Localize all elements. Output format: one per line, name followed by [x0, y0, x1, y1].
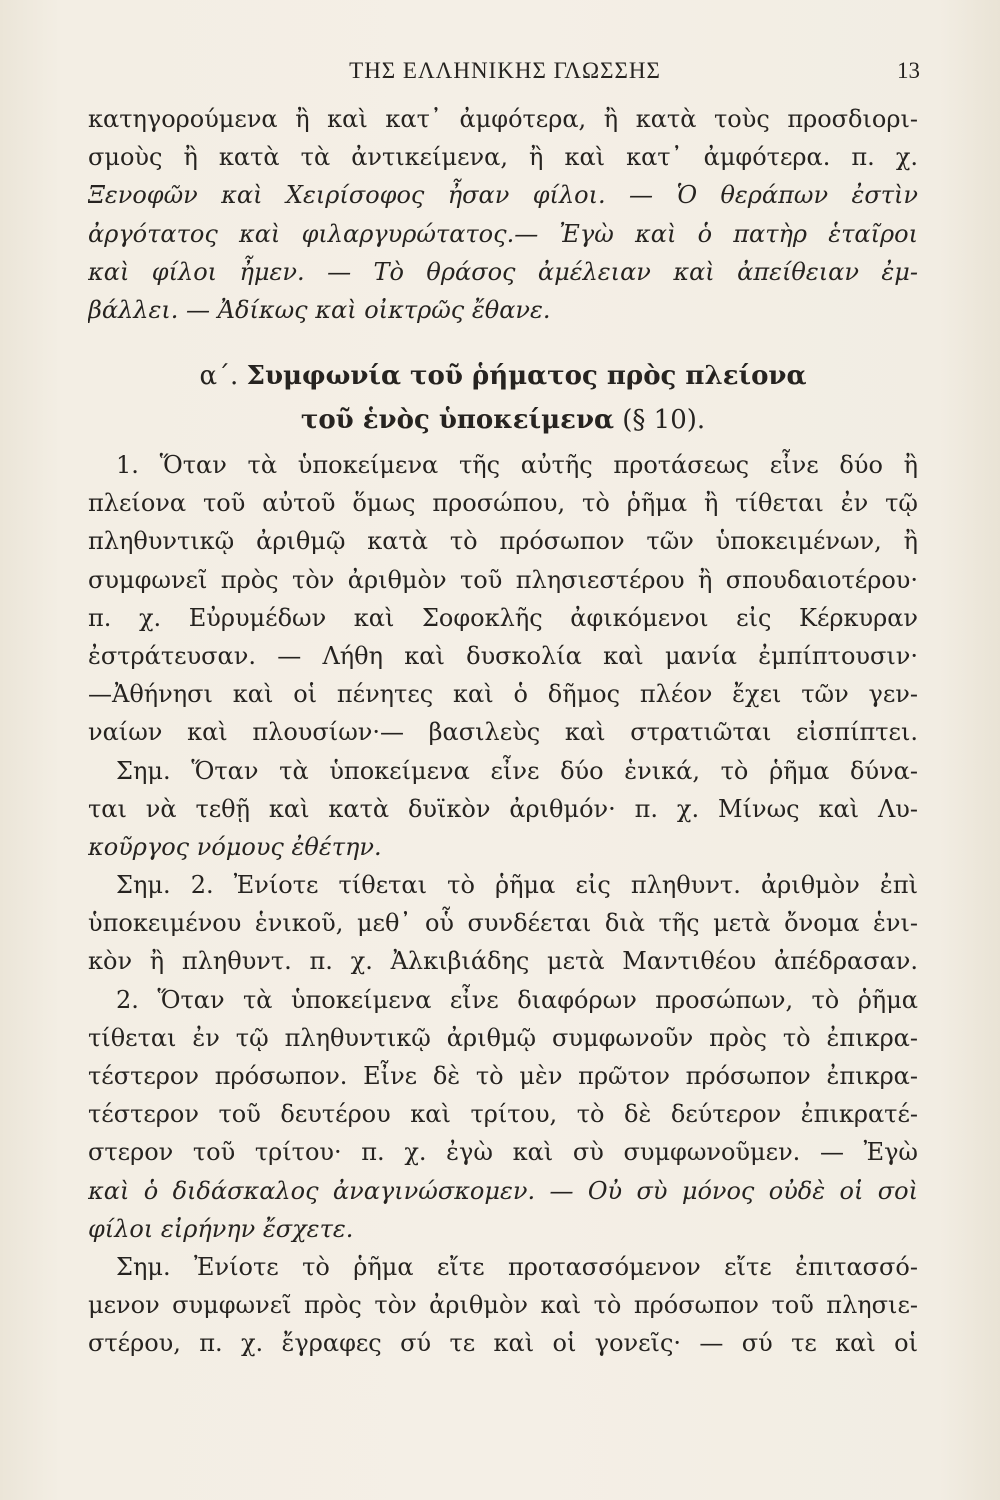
text-line: ται νὰ τεθῇ καὶ κατὰ δυϊκὸν ἀριθμόν· π. χ. Μίνως καὶ Λυ- — [88, 794, 918, 823]
text-line: πληθυντικῷ ἀριθμῷ κατὰ τὸ πρόσωπον τῶν ὑποκειμένων, ἢ — [88, 527, 918, 556]
text-line: τέστερον πρόσωπον. Εἶνε δὲ τὸ μὲν πρῶτον πρόσωπον ἐπικρα- — [88, 1062, 918, 1090]
text-line: Ξενοφῶν καὶ Χειρίσοφος ἦσαν φίλοι. — Ὁ θεράπων ἐστὶν — [88, 181, 918, 210]
text-line: τέστερον τοῦ δευτέρου καὶ τρίτου, τὸ δὲ δεύτερον ἐπικρατέ- — [88, 1100, 918, 1129]
section-heading — [88, 354, 918, 442]
text-line: —Ἀθήνησι καὶ οἱ πένητες καὶ ὁ δῆμος πλέον ἔχει τῶν γεν- — [88, 680, 918, 709]
section-title-line1: Συμφωνία τοῦ ῥήματος πρὸς πλείονα — [246, 361, 807, 391]
text-line: ναίων καὶ πλουσίων·— βασιλεὺς καὶ στρατιῶται εἰσπίπτει. — [88, 718, 918, 747]
text-line: π. χ. Εὐρυμέδων καὶ Σοφοκλῆς ἀφικόμενοι εἰς Κέρκυραν — [88, 603, 918, 632]
text-line: στερον τοῦ τρίτου· π. χ. ἐγὼ καὶ σὺ συμφωνοῦμεν. — Ἐγὼ — [88, 1138, 918, 1167]
text-line: κατηγορούμενα ἢ καὶ κατ᾽ ἀμφότερα, ἢ κατὰ τοὺς προσδιορι- — [88, 105, 918, 133]
text-line: συμφωνεῖ πρὸς τὸν ἀριθμὸν τοῦ πλησιεστέρου ἢ σπουδαιοτέρου· — [88, 565, 918, 594]
page-header — [90, 58, 920, 94]
text-line: Σημ. Ὅταν τὰ ὑποκείμενα εἶνε δύο ἑνικά, τὸ ῥῆμα δύνα- — [116, 756, 918, 785]
text-line: κὸν ἢ πληθυντ. π. χ. Ἀλκιβιάδης μετὰ Μαντιθέου ἀπέδρασαν. — [88, 947, 918, 976]
text-line: ἐστράτευσαν. — Λήθη καὶ δυσκολία καὶ μανία ἐμπίπτουσιν· — [88, 641, 918, 670]
running-title: ΤΗΣ ΕΛΛΗΝΙΚΗΣ ΓΛΩΣΣΗΣ — [349, 58, 661, 83]
text-line: Σημ. 2. Ἐνίοτε τίθεται τὸ ῥῆμα εἰς πληθυντ. ἀριθμὸν ἐπὶ — [116, 871, 918, 900]
text-line: φίλοι εἰρήνην ἔσχετε. — [88, 1214, 354, 1243]
text-line: καὶ ὁ διδάσκαλος ἀναγινώσκομεν. — Οὐ σὺ μόνος οὐδὲ οἱ σοὶ — [88, 1176, 918, 1205]
text-line: σμοὺς ἢ κατὰ τὰ ἀντικείμενα, ἢ καὶ κατ᾽ ἀμφότερα. π. χ. — [88, 143, 918, 172]
text-line: μενον συμφωνεῖ πρὸς τὸν ἀριθμὸν καὶ τὸ πρόσωπον τοῦ πλησιε- — [88, 1291, 918, 1320]
text-line: στέρου, π. χ. ἔγραφες σύ τε καὶ οἱ γονεῖς· — σύ τε καὶ οἱ — [88, 1329, 918, 1358]
section-reference: (§ 10). — [622, 405, 706, 435]
text-line: καὶ φίλοι ἦμεν. — Τὸ θράσος ἀμέλειαν καὶ ἀπείθειαν ἐμ- — [88, 257, 918, 286]
section-title-line2: τοῦ ἑνὸς ὑποκείμενα — [300, 405, 614, 435]
page-number: 13 — [897, 58, 920, 83]
text-line: πλείονα τοῦ αὐτοῦ ὅμως προσώπου, τὸ ῥῆμα ἢ τίθεται ἐν τῷ — [88, 489, 918, 518]
text-line: 1. Ὅταν τὰ ὑποκείμενα τῆς αὐτῆς προτάσεως εἶνε δύο ἢ — [116, 451, 918, 479]
text-line: ἀργότατος καὶ φιλαργυρώτατος.— Ἐγὼ καὶ ὁ πατὴρ ἑταῖροι — [88, 219, 918, 248]
text-line: ὑποκειμένου ἑνικοῦ, μεθ᾽ οὗ συνδέεται διὰ τῆς μετὰ ὄνομα ἑνι- — [88, 909, 918, 938]
text-line: τίθεται ἐν τῷ πληθυντικῷ ἀριθμῷ συμφωνοῦν πρὸς τὸ ἐπικρα- — [88, 1023, 918, 1052]
intro-paragraph — [88, 100, 918, 329]
text-line: κοῦργος νόμους ἐθέτην. — [88, 832, 382, 861]
text-line: 2. Ὅταν τὰ ὑποκείμενα εἶνε διαφόρων προσώπων, τὸ ῥῆμα — [116, 985, 918, 1014]
section-number: α΄. — [199, 361, 239, 391]
text-line: βάλλει. — Ἀδίκως καὶ οἰκτρῶς ἔθανε. — [88, 295, 551, 324]
body-text — [88, 446, 918, 1363]
text-line: Σημ. Ἐνίοτε τὸ ῥῆμα εἴτε προτασσόμενον εἴτε ἐπιτασσό- — [116, 1252, 918, 1281]
